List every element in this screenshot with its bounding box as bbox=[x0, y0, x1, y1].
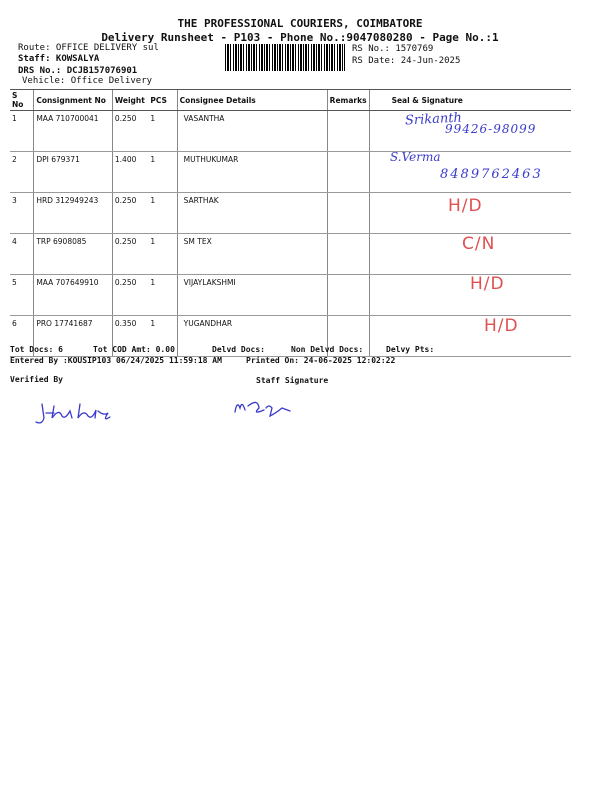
barcode bbox=[225, 44, 345, 71]
remark-hd-5: H/D bbox=[470, 274, 505, 294]
consignment-no: MAA 710700041 bbox=[34, 111, 113, 152]
weight: 0.250 bbox=[112, 193, 148, 234]
col-remarks: Remarks bbox=[327, 90, 369, 111]
col-signature: Seal & Signature bbox=[369, 90, 571, 111]
printed-on: Printed On: 24-06-2025 12:02:22 bbox=[246, 356, 396, 365]
total-cod-amount: Tot COD Amt: 0.00 bbox=[93, 345, 175, 354]
remarks bbox=[327, 275, 369, 316]
consignment-no: HRD 312949243 bbox=[34, 193, 113, 234]
consignee: VASANTHA bbox=[177, 111, 327, 152]
consignee: VIJAYLAKSHMI bbox=[177, 275, 327, 316]
consignment-no: MAA 707649910 bbox=[34, 275, 113, 316]
pcs: 1 bbox=[148, 234, 177, 275]
sno: 2 bbox=[10, 152, 34, 193]
sno: 3 bbox=[10, 193, 34, 234]
handwritten-signature-2: S.Verma bbox=[390, 150, 441, 164]
delivery-points: Delvy Pts: bbox=[386, 345, 435, 354]
col-weight: Weight bbox=[112, 90, 148, 111]
non-delivered-docs: Non Delvd Docs: bbox=[291, 345, 364, 354]
handwritten-signature-1: Srikanth bbox=[404, 110, 463, 129]
col-pcs: PCS bbox=[148, 90, 177, 111]
col-consignee: Consignee Details bbox=[177, 90, 327, 111]
weight: 0.250 bbox=[112, 275, 148, 316]
consignee: YUGANDHAR bbox=[177, 316, 327, 357]
drs-number: DRS No.: DCJB157076901 bbox=[18, 66, 138, 76]
consignee: SM TEX bbox=[177, 234, 327, 275]
handwritten-phone-1: 99426-98099 bbox=[445, 122, 537, 136]
total-docs: Tot Docs: 6 bbox=[10, 345, 63, 354]
staff: Staff: KOWSALYA bbox=[18, 54, 100, 64]
weight: 0.250 bbox=[112, 234, 148, 275]
col-sno: S No bbox=[10, 90, 34, 111]
remark-hd-3: H/D bbox=[448, 196, 483, 216]
rs-number: RS No.: 1570769 bbox=[352, 44, 434, 54]
col-consignment: Consignment No bbox=[34, 90, 113, 111]
verified-by-label: Verified By bbox=[10, 375, 63, 384]
company-name: THE PROFESSIONAL COURIERS, COIMBATORE bbox=[177, 17, 423, 30]
remark-cn-4: C/N bbox=[462, 234, 496, 254]
consignment-no: DPI 679371 bbox=[34, 152, 113, 193]
sno: 6 bbox=[10, 316, 34, 357]
remarks bbox=[327, 193, 369, 234]
pcs: 1 bbox=[148, 152, 177, 193]
weight: 0.250 bbox=[112, 111, 148, 152]
consignee: SARTHAK bbox=[177, 193, 327, 234]
verifier-signature bbox=[32, 396, 122, 430]
staff-signature bbox=[232, 396, 302, 422]
staff-signature-label: Staff Signature bbox=[256, 376, 329, 385]
pcs: 1 bbox=[148, 275, 177, 316]
pcs: 1 bbox=[148, 111, 177, 152]
weight: 0.350 bbox=[112, 316, 148, 357]
route: Route: OFFICE DELIVERY sul bbox=[18, 43, 159, 53]
pcs: 1 bbox=[148, 316, 177, 357]
consignment-no: TRP 6908085 bbox=[34, 234, 113, 275]
consignee: MUTHUKUMAR bbox=[177, 152, 327, 193]
remarks bbox=[327, 111, 369, 152]
table-row bbox=[10, 193, 571, 234]
handwritten-phone-2: 8489762463 bbox=[440, 167, 543, 182]
remark-hd-6: H/D bbox=[484, 316, 519, 336]
weight: 1.400 bbox=[112, 152, 148, 193]
sno: 1 bbox=[10, 111, 34, 152]
sno: 4 bbox=[10, 234, 34, 275]
pcs: 1 bbox=[148, 193, 177, 234]
vehicle: Vehicle: Office Delivery bbox=[22, 76, 153, 86]
delivered-docs: Delvd Docs: bbox=[212, 345, 265, 354]
rs-date: RS Date: 24-Jun-2025 bbox=[352, 56, 461, 66]
table-header bbox=[10, 90, 571, 111]
entered-by: Entered By :KOUSIP103 06/24/2025 11:59:18 AM bbox=[10, 356, 222, 365]
runsheet-title: Delivery Runsheet - P103 - Phone No.:9047080280 - Page No.:1 bbox=[101, 31, 499, 44]
remarks bbox=[327, 152, 369, 193]
consignment-no: PRO 17741687 bbox=[34, 316, 113, 357]
remarks bbox=[327, 234, 369, 275]
sno: 5 bbox=[10, 275, 34, 316]
